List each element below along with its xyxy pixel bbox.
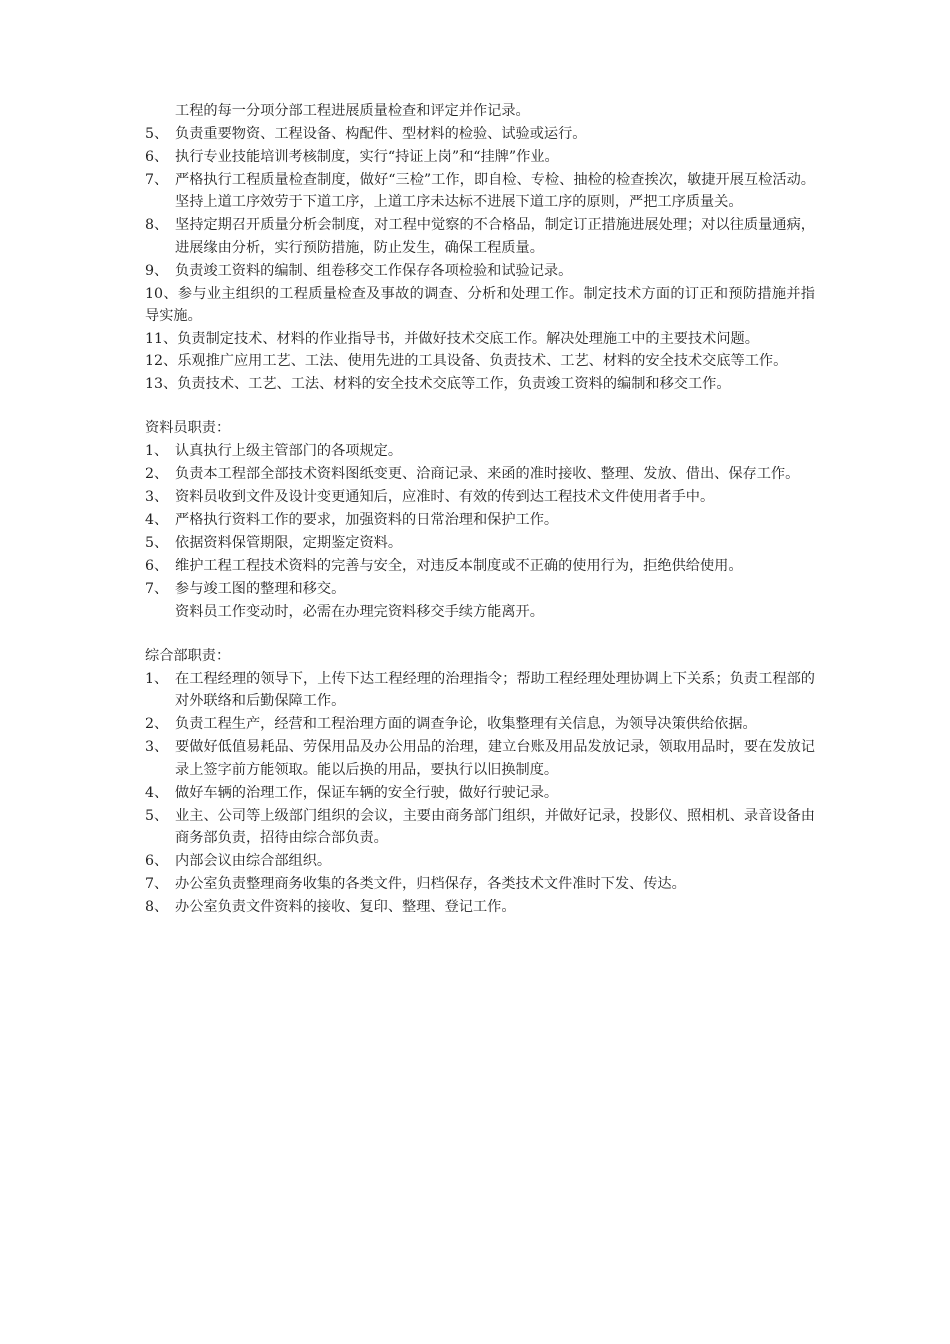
- list-item-number: 6、: [145, 853, 169, 869]
- list-item: [145, 850, 815, 873]
- section1-paragraphs: [145, 283, 815, 396]
- list-item: [145, 123, 815, 146]
- list-item-number: 2、: [145, 465, 169, 482]
- list-item-number: 8、: [145, 217, 169, 233]
- list-item-text: 做好车辆的治理工作，保证车辆的安全行驶，做好行驶记录。: [175, 784, 559, 801]
- list-item-number: 8、: [145, 899, 169, 915]
- list-item: [145, 463, 815, 486]
- list-item: [145, 805, 815, 850]
- list-item: [145, 578, 815, 601]
- list-item-text: 认真执行上级主管部门的各项规定。: [175, 442, 403, 459]
- section-heading-general-dept: 综合部职责：: [145, 648, 231, 664]
- list-item-number: 3、: [145, 739, 169, 755]
- continuation-line: 工程的每一分项分部工程进展质量检查和评定并作记录。: [175, 103, 530, 119]
- list-item-number: 6、: [145, 148, 169, 165]
- list-item: [145, 713, 815, 736]
- list-item-text: 严格执行资料工作的要求，加强资料的日常治理和保护工作。: [175, 511, 559, 528]
- section-heading-archivist: 资料员职责：: [145, 420, 231, 436]
- list-item-text: 维护工程工程技术资料的完善与安全，对违反本制度或不正确的使用行为，拒绝供给使用。: [175, 557, 743, 574]
- numbered-paragraph: 10、参与业主组织的工程质量检查及事故的调查、分析和处理工作。制定技术方面的订正和预防措施并指导实施。: [145, 285, 815, 324]
- list-item: [145, 146, 815, 169]
- list-item-text: 执行专业技能培训考核制度，实行“持证上岗”和“挂牌”作业。: [175, 148, 559, 165]
- section2-list: [145, 440, 815, 601]
- list-item-number: 4、: [145, 511, 169, 528]
- list-item-text: 坚持定期召开质量分析会制度，对工程中觉察的不合格品，制定订正措施进展处理；对以往质量通病，进展缘由分析，实行预防措施，防止发生，确保工程质量。: [175, 217, 815, 256]
- numbered-paragraph: 12、乐观推广应用工艺、工法、使用先进的工具设备、负责技术、工艺、材料的安全技术交底等工作。: [145, 353, 788, 369]
- list-item-number: 6、: [145, 557, 169, 574]
- list-item: [145, 873, 815, 896]
- list-item-text: 严格执行工程质量检查制度，做好“三检”工作，即自检、专检、抽检的检查挨次，敏捷开展互检活动。坚持上道工序效劳于下道工序，上道工序未达标不进展下道工序的原则，严把工序质量关。: [175, 171, 815, 210]
- section3-list: [145, 668, 815, 919]
- list-item-number: 5、: [145, 534, 169, 551]
- numbered-paragraph: 11、负责制定技术、材料的作业指导书，并做好技术交底工作。解决处理施工中的主要技术问题。: [145, 330, 759, 347]
- list-item-text: 资料员收到文件及设计变更通知后，应准时、有效的传到达工程技术文件使用者手中。: [175, 488, 715, 505]
- list-item-number: 7、: [145, 876, 169, 892]
- list-item: [145, 260, 815, 283]
- list-item-text: 内部会议由综合部组织。: [175, 853, 332, 869]
- list-item-text: 依据资料保管期限，定期鉴定资料。: [175, 534, 403, 551]
- list-item-number: 2、: [145, 716, 169, 732]
- spacer: [145, 623, 815, 645]
- list-item-text: 业主、公司等上级部门组织的会议，主要由商务部门组织，并做好记录，投影仪、照相机、录音设备由商务部负责，招待由综合部负责。: [175, 807, 815, 846]
- list-item: [145, 896, 815, 919]
- list-item-number: 4、: [145, 784, 169, 801]
- list-item-text: 办公室负责文件资料的接收、复印、整理、登记工作。: [175, 899, 516, 915]
- list-item-number: 5、: [145, 807, 169, 824]
- list-item-text: 在工程经理的领导下，上传下达工程经理的治理指令；帮助工程经理处理协调上下关系；负责工程部的对外联络和后勤保障工作。: [175, 670, 815, 709]
- list-item-text: 负责本工程部全部技术资料图纸变更、洽商记录、来函的准时接收、整理、发放、借出、保存工作。: [175, 465, 800, 482]
- list-item: [145, 782, 815, 805]
- list-item: [145, 736, 815, 781]
- list-item-number: 1、: [145, 442, 169, 459]
- list-item-text: 办公室负责整理商务收集的各类文件，归档保存，各类技术文件准时下发、传达。: [175, 876, 686, 892]
- list-item-text: 负责工程生产，经营和工程治理方面的调查争论，收集整理有关信息，为领导决策供给依据。: [175, 716, 757, 732]
- list-item-number: 5、: [145, 125, 169, 142]
- spacer: [145, 395, 815, 417]
- list-item-text: 负责重要物资、工程设备、构配件、型材料的检验、试验或运行。: [175, 125, 587, 142]
- list-item-number: 3、: [145, 488, 169, 505]
- list-item-number: 7、: [145, 580, 169, 597]
- section1-list: [145, 123, 815, 283]
- list-item-number: 9、: [145, 262, 169, 279]
- list-item: [145, 169, 815, 214]
- list-item: [145, 532, 815, 555]
- list-item-number: 1、: [145, 670, 169, 687]
- list-item: [145, 668, 815, 713]
- numbered-paragraph: 13、负责技术、工艺、工法、材料的安全技术交底等工作，负责竣工资料的编制和移交工作。: [145, 375, 731, 392]
- archivist-tail-note: 资料员工作变动时，必需在办理完资料移交手续方能离开。: [175, 603, 544, 620]
- list-item: [145, 214, 815, 259]
- list-item: [145, 555, 815, 578]
- list-item: [145, 486, 815, 509]
- list-item-text: 参与竣工图的整理和移交。: [175, 580, 346, 597]
- list-item-number: 7、: [145, 171, 169, 188]
- list-item-text: 要做好低值易耗品、劳保用品及办公用品的治理，建立台账及用品发放记录，领取用品时，要在发放记录上签字前方能领取。能以后换的用品，要执行以旧换制度。: [175, 739, 815, 778]
- document-page: [145, 100, 815, 919]
- list-item: [145, 440, 815, 463]
- list-item: [145, 509, 815, 532]
- list-item-text: 负责竣工资料的编制、组卷移交工作保存各项检验和试验记录。: [175, 262, 573, 279]
